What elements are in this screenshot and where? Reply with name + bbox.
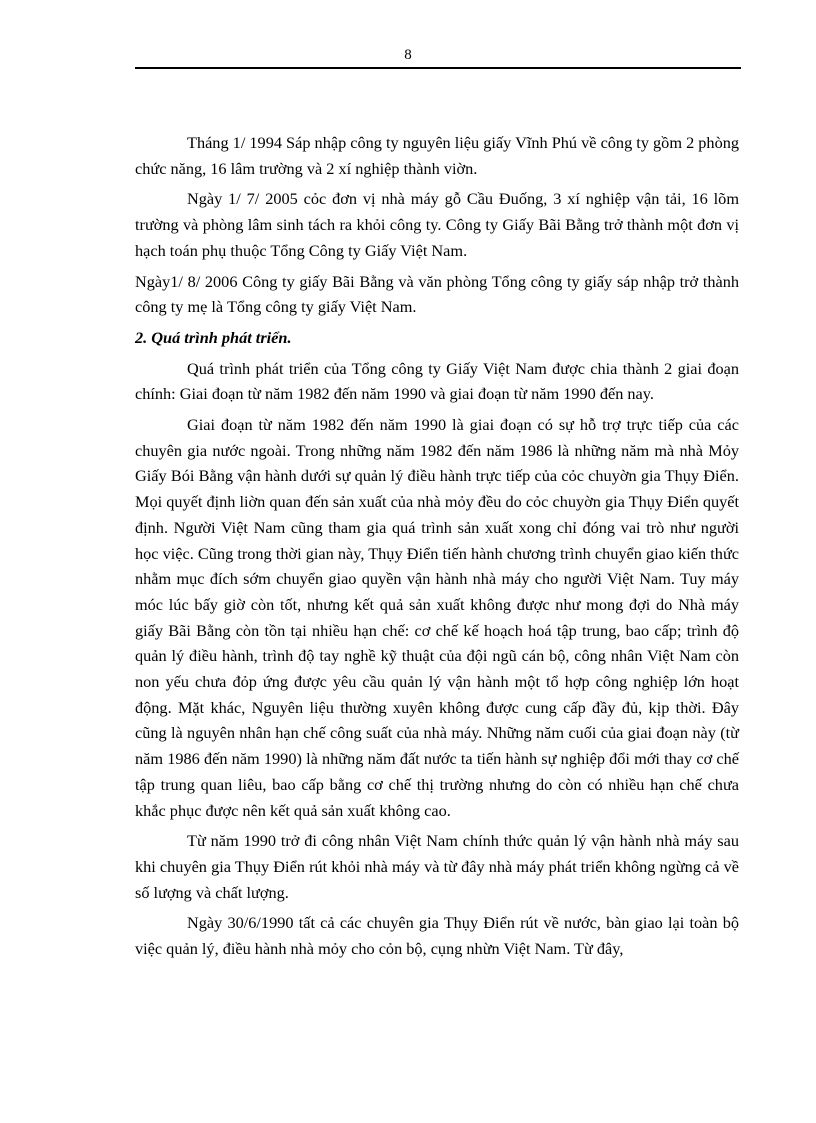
page-number: 8 bbox=[404, 47, 412, 63]
paragraph-6: Từ năm 1990 trở đi công nhân Việt Nam chính thức quản lý vận hành nhà máy sau khi chuyên gia Thụy Điển rút khỏi nhà máy và từ đây nhà máy phát triển không ngừng cả về số lượng và chất lượng. bbox=[135, 831, 739, 902]
paragraph-7: Ngày 30/6/1990 tất cả các chuyên gia Thụy Điển rút về nước, bàn giao lại toàn bộ việc quản lý, điều hành nhà mỏy cho cỏn bộ, cụng nhừn Việt Nam. Từ đây, bbox=[135, 913, 739, 959]
section-heading: 2. Quá trình phát triển. bbox=[135, 327, 292, 347]
paragraph-1: Tháng 1/ 1994 Sáp nhập công ty nguyên liệu giấy Vĩnh Phú về công ty gồm 2 phòng chức năng, 16 lâm trường và 2 xí nghiệp thành viờn. bbox=[135, 133, 739, 178]
document-body bbox=[135, 130, 739, 967]
paragraph-2: Ngày 1/ 7/ 2005 cỏc đơn vị nhà máy gỗ Cầu Đuống, 3 xí nghiệp vận tải, 16 lõm trường và phòng lâm sinh tách ra khỏi công ty. Công ty Giấy Bãi Bằng trở thành một đơn vị hạch toán phụ thuộc Tổng Công ty Giấy Việt Nam. bbox=[135, 189, 739, 260]
header-rule bbox=[135, 67, 741, 69]
paragraph-3: Ngày1/ 8/ 2006 Công ty giấy Bãi Bằng và văn phòng Tổng công ty giấy sáp nhập trở thành công ty mẹ là Tổng công ty giấy Việt Nam. bbox=[135, 271, 739, 317]
paragraph-4: Quá trình phát triển của Tổng công ty Giấy Việt Nam được chia thành 2 giai đoạn chính: Giai đoạn từ năm 1982 đến năm 1990 và giai đoạn từ năm 1990 đến nay. bbox=[135, 358, 739, 404]
paragraph-5: Giai đoạn từ năm 1982 đến năm 1990 là giai đoạn có sự hỗ trợ trực tiếp của các chuyên gia nước ngoài. Trong những năm 1982 đến năm 1986 là những năm mà nhà Mỏy Giấy Bói Bằng vận hành dưới sự quản lý điều hành trực tiếp của cỏc chuyờn gia Thụy Điển. Mọi quyết định liờn quan đến sản xuất của nhà mỏy đều do cỏc chuyờn gia Thụy Điển quyết định. Người Việt Nam cũng tham gia quá trình sản xuất xong chỉ đóng vai trò như người học việc. Cũng trong thời gian này, Thụy Điển tiến hành chương trình chuyển giao kiến thức nhằm mục đích sớm chuyển giao quyền vận hành nhà máy cho người Việt Nam. Tuy máy móc lúc bấy giờ còn tốt, nhưng kết quả sản xuất không được như mong đợi do Nhà máy giấy Bãi Bằng còn tồn tại nhiều hạn chế: cơ chế kế hoạch hoá tập trung, bao cấp; trình độ quản lý điều hành, trình độ tay nghề kỹ thuật của đội ngũ cán bộ, công nhân Việt Nam còn non yếu chưa đỏp ứng được yêu cầu quản lý vận hành một tổ hợp công nghiệp lớn hoạt động. Mặt khác, Nguyên liệu thường xuyên không được cung cấp đầy đủ, kịp thời. Đây cũng là nguyên nhân hạn chế công suất của nhà máy. Những năm cuối của giai đoạn này (từ năm 1986 đến năm 1990) là những năm đất nước ta tiến hành sự nghiệp đổi mới thay cơ chế tập trung quan liêu, bao cấp bằng cơ chế thị trường nhưng do còn có nhiều hạn chế chưa khắc phục được nên kết quả sản xuất không cao. bbox=[135, 415, 739, 820]
